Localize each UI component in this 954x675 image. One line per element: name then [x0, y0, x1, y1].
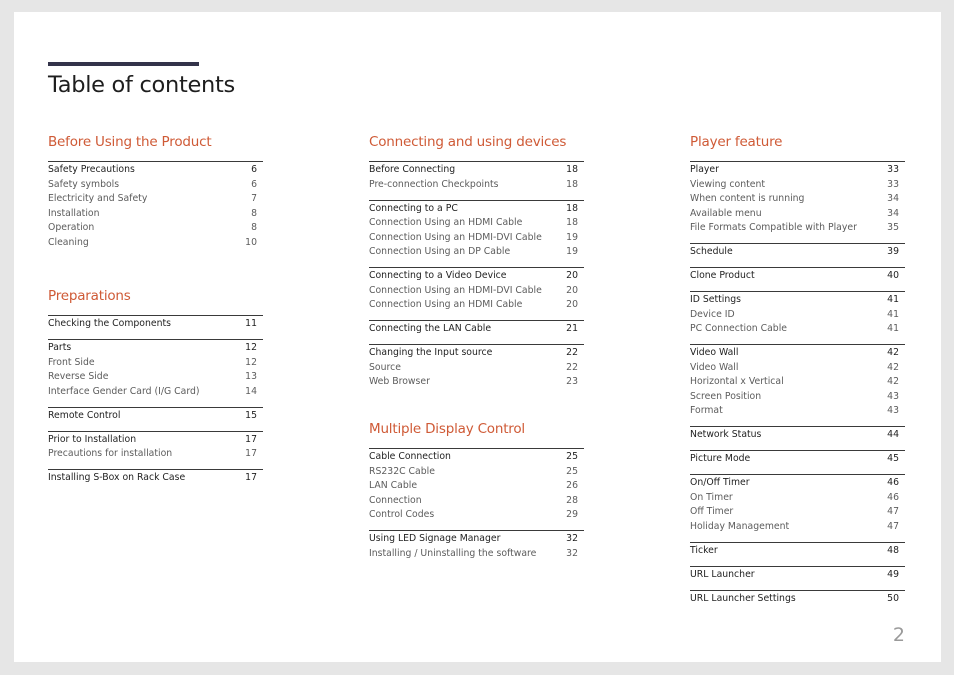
toc-group: [48, 339, 263, 399]
toc-entry-page: 48: [887, 544, 899, 556]
toc-entry-sub[interactable]: [690, 505, 905, 520]
toc-entry-main[interactable]: [690, 269, 905, 284]
toc-entry-page: 7: [251, 193, 257, 204]
toc-entry-sub[interactable]: [369, 178, 584, 193]
toc-entry-sub[interactable]: [48, 447, 263, 462]
toc-entry-main[interactable]: [369, 269, 584, 284]
toc-entry-page: 17: [245, 472, 257, 483]
toc-entry-page: 19: [566, 246, 578, 257]
toc-entry-label: Prior to Installation: [48, 433, 137, 445]
toc-entry-page: 25: [566, 451, 578, 462]
toc-entry-main[interactable]: [690, 346, 905, 361]
toc-entry-page: 14: [245, 385, 257, 397]
toc-entry-label: Connecting to a Video Device: [369, 270, 507, 281]
toc-group: [690, 291, 905, 337]
toc-entry-main[interactable]: [690, 568, 905, 583]
toc-entry-page: 23: [566, 376, 578, 387]
toc-entry-label: ID Settings: [690, 294, 741, 305]
toc-entry-page: 8: [251, 207, 257, 219]
toc-entry-label: Picture Mode: [690, 453, 751, 464]
toc-entry-label: Installation: [48, 207, 100, 219]
toc-entry-sub[interactable]: [369, 479, 584, 494]
toc-entry-label: Reverse Side: [48, 371, 109, 382]
toc-entry-main[interactable]: [690, 592, 905, 607]
toc-group: [48, 161, 263, 250]
toc-entry-label: Format: [690, 405, 723, 416]
toc-entry-label: Front Side: [48, 356, 95, 368]
toc-entry-page: 41: [887, 294, 899, 305]
toc-entry-sub[interactable]: [690, 361, 905, 376]
toc-entry-sub[interactable]: [48, 221, 263, 236]
toc-entry-page: 40: [887, 270, 899, 281]
toc-entry-sub[interactable]: [369, 216, 584, 231]
toc-entry-sub[interactable]: [690, 322, 905, 337]
toc-entry-main[interactable]: [48, 471, 263, 486]
toc-group: [369, 161, 584, 192]
toc-entry-page: 33: [887, 178, 899, 190]
toc-group: [369, 344, 584, 390]
toc-entry-page: 10: [245, 236, 257, 248]
toc-entry-sub[interactable]: [48, 207, 263, 222]
toc-entry-sub[interactable]: [369, 508, 584, 523]
toc-entry-label: Screen Position: [690, 390, 762, 402]
toc-entry-page: 18: [566, 202, 578, 214]
toc-entry-main[interactable]: [690, 293, 905, 308]
toc-entry-main[interactable]: [369, 450, 584, 465]
toc-entry-page: 26: [566, 480, 578, 491]
toc-entry-page: 20: [566, 270, 578, 281]
toc-entry-page: 35: [887, 222, 899, 233]
toc-entry-sub[interactable]: [690, 308, 905, 323]
toc-entry-main[interactable]: [48, 409, 263, 424]
toc-entry-page: 39: [887, 246, 899, 257]
toc-entry-label: Connection Using an HDMI Cable: [369, 217, 523, 228]
toc-entry-label: Changing the Input source: [369, 347, 493, 358]
toc-entry-label: Connection Using an DP Cable: [369, 246, 511, 257]
toc-entry-page: 17: [245, 448, 257, 459]
toc-entry-label: Using LED Signage Manager: [369, 533, 501, 544]
toc-entry-sub[interactable]: [369, 284, 584, 299]
page-number: 2: [892, 624, 905, 646]
toc-entry-page: 19: [566, 231, 578, 243]
toc-entry-page: 13: [245, 371, 257, 382]
toc-entry-page: 32: [566, 547, 578, 559]
toc-entry-page: 18: [566, 164, 578, 175]
toc-entry-page: 18: [566, 217, 578, 228]
toc-entry-page: 46: [887, 491, 899, 503]
section-title: Connecting and using devices: [369, 134, 567, 150]
toc-entry-label: URL Launcher: [690, 568, 755, 580]
toc-entry-sub[interactable]: [690, 221, 905, 236]
toc-entry-main[interactable]: [369, 202, 584, 217]
toc-entry-label: Operation: [48, 222, 95, 233]
toc-entry-label: Connection Using an HDMI-DVI Cable: [369, 284, 542, 296]
toc-entry-label: LAN Cable: [369, 480, 418, 491]
toc-group: [690, 426, 905, 443]
toc-entry-label: Installing / Uninstalling the software: [369, 547, 537, 559]
toc-entry-label: When content is running: [690, 193, 805, 204]
toc-entry-sub[interactable]: [690, 491, 905, 506]
toc-entry-label: RS232C Cable: [369, 465, 435, 477]
toc-entry-page: 47: [887, 520, 899, 532]
toc-entry-page: 42: [887, 347, 899, 358]
toc-group: [369, 530, 584, 561]
toc-entry-sub[interactable]: [369, 494, 584, 509]
toc-group: [690, 590, 905, 607]
toc-group: [690, 243, 905, 260]
section-title: Before Using the Product: [48, 134, 212, 150]
toc-entry-label: Before Connecting: [369, 164, 456, 175]
toc-entry-main[interactable]: [690, 544, 905, 559]
toc-entry-sub[interactable]: [690, 390, 905, 405]
toc-entry-sub[interactable]: [48, 192, 263, 207]
toc-entry-label: Cable Connection: [369, 451, 451, 462]
toc-entry-main[interactable]: [690, 428, 905, 443]
toc-entry-sub[interactable]: [690, 178, 905, 193]
toc-entry-label: Holiday Management: [690, 520, 790, 532]
toc-entry-main[interactable]: [690, 163, 905, 178]
toc-group: [369, 320, 584, 337]
toc-entry-page: 34: [887, 207, 899, 219]
toc-entry-main[interactable]: [48, 341, 263, 356]
toc-entry-page: 33: [887, 164, 899, 175]
toc-entry-page: 50: [887, 592, 899, 604]
toc-group: [690, 267, 905, 284]
toc-group: [48, 431, 263, 462]
toc-entry-page: 18: [566, 178, 578, 190]
toc-entry-label: Source: [369, 361, 401, 373]
toc-entry-page: 49: [887, 568, 899, 580]
toc-entry-label: Checking the Components: [48, 318, 171, 329]
toc-entry-label: Remote Control: [48, 409, 121, 421]
toc-group: [48, 469, 263, 486]
toc-entry-page: 29: [566, 509, 578, 520]
toc-entry-label: On/Off Timer: [690, 477, 750, 488]
toc-entry-sub[interactable]: [690, 207, 905, 222]
toc-entry-page: 32: [566, 533, 578, 544]
toc-entry-sub[interactable]: [48, 385, 263, 400]
toc-entry-label: Device ID: [690, 308, 735, 320]
toc-entry-page: 43: [887, 390, 899, 402]
toc-entry-label: Ticker: [690, 544, 718, 556]
toc-entry-label: Connecting to a PC: [369, 202, 458, 214]
toc-entry-page: 8: [251, 222, 257, 233]
toc-entry-label: Schedule: [690, 246, 733, 257]
toc-entry-sub[interactable]: [690, 520, 905, 535]
toc-group: [369, 448, 584, 523]
toc-entry-label: Connection Using an HDMI-DVI Cable: [369, 231, 542, 243]
toc-entry-sub[interactable]: [369, 465, 584, 480]
toc-entry-page: 6: [251, 178, 257, 190]
toc-entry-label: Available menu: [690, 207, 762, 219]
toc-entry-label: File Formats Compatible with Player: [690, 222, 857, 233]
toc-group: [690, 161, 905, 236]
toc-entry-main[interactable]: [369, 322, 584, 337]
toc-entry-page: 12: [245, 342, 257, 353]
toc-entry-sub[interactable]: [369, 245, 584, 260]
toc-entry-page: 25: [566, 465, 578, 477]
section-title: Preparations: [48, 288, 131, 304]
toc-entry-page: 12: [245, 356, 257, 368]
toc-group: [690, 344, 905, 419]
toc-entry-label: On Timer: [690, 491, 733, 503]
toc-entry-label: Safety Precautions: [48, 164, 135, 175]
toc-entry-label: Player: [690, 164, 719, 175]
toc-entry-page: 20: [566, 299, 578, 310]
toc-group: [690, 474, 905, 534]
toc-entry-page: 45: [887, 453, 899, 464]
toc-entry-page: 43: [887, 405, 899, 416]
toc-entry-label: Installing S-Box on Rack Case: [48, 472, 186, 483]
toc-entry-label: Interface Gender Card (I/G Card): [48, 385, 200, 397]
toc-entry-label: Off Timer: [690, 506, 734, 517]
toc-group: [690, 566, 905, 583]
title-accent-bar: [48, 62, 199, 66]
toc-entry-label: Network Status: [690, 429, 762, 440]
toc-entry-sub[interactable]: [369, 231, 584, 246]
toc-group: [48, 315, 263, 332]
toc-entry-label: Connection Using an HDMI Cable: [369, 299, 523, 310]
toc-entry-page: 11: [245, 318, 257, 329]
toc-entry-sub[interactable]: [369, 361, 584, 376]
toc-group: [48, 407, 263, 424]
toc-entry-label: Horizontal x Vertical: [690, 376, 784, 387]
toc-entry-page: 22: [566, 347, 578, 358]
toc-entry-main[interactable]: [48, 163, 263, 178]
toc-entry-sub[interactable]: [369, 375, 584, 390]
toc-entry-label: Pre-connection Checkpoints: [369, 178, 499, 190]
toc-entry-main[interactable]: [48, 317, 263, 332]
toc-entry-page: 44: [887, 429, 899, 440]
toc-entry-page: 17: [245, 433, 257, 445]
toc-entry-label: Cleaning: [48, 236, 89, 248]
toc-entry-sub[interactable]: [48, 370, 263, 385]
toc-entry-label: Video Wall: [690, 347, 739, 358]
toc-entry-page: 41: [887, 323, 899, 334]
toc-entry-page: 6: [251, 164, 257, 175]
document-page: [14, 12, 941, 662]
toc-entry-label: Web Browser: [369, 376, 430, 387]
toc-entry-main[interactable]: [690, 245, 905, 260]
toc-group: [690, 450, 905, 467]
toc-entry-page: 22: [566, 361, 578, 373]
toc-entry-main[interactable]: [690, 452, 905, 467]
toc-entry-label: Connecting the LAN Cable: [369, 323, 492, 334]
toc-entry-label: PC Connection Cable: [690, 323, 788, 334]
toc-entry-page: 20: [566, 284, 578, 296]
toc-group: [369, 267, 584, 313]
toc-entry-page: 28: [566, 494, 578, 506]
toc-entry-main[interactable]: [369, 163, 584, 178]
toc-entry-label: Clone Product: [690, 270, 755, 281]
toc-group: [369, 200, 584, 260]
toc-entry-sub[interactable]: [690, 192, 905, 207]
toc-entry-label: Precautions for installation: [48, 448, 173, 459]
toc-entry-label: Control Codes: [369, 509, 435, 520]
toc-entry-sub[interactable]: [690, 404, 905, 419]
toc-entry-page: 42: [887, 376, 899, 387]
page-title: Table of contents: [48, 72, 235, 98]
toc-entry-main[interactable]: [690, 476, 905, 491]
toc-group: [690, 542, 905, 559]
toc-entry-sub[interactable]: [48, 178, 263, 193]
toc-entry-main[interactable]: [369, 346, 584, 361]
toc-entry-label: Viewing content: [690, 178, 765, 190]
toc-entry-page: 21: [566, 323, 578, 334]
toc-entry-label: Parts: [48, 342, 72, 353]
toc-entry-page: 15: [245, 409, 257, 421]
toc-entry-label: Safety symbols: [48, 178, 120, 190]
toc-entry-label: URL Launcher Settings: [690, 592, 796, 604]
toc-entry-label: Electricity and Safety: [48, 193, 148, 204]
toc-entry-sub[interactable]: [369, 298, 584, 313]
toc-entry-page: 47: [887, 506, 899, 517]
toc-entry-page: 34: [887, 193, 899, 204]
section-title: Multiple Display Control: [369, 421, 525, 437]
toc-entry-main[interactable]: [369, 532, 584, 547]
toc-entry-page: 42: [887, 361, 899, 373]
toc-entry-sub[interactable]: [369, 547, 584, 562]
section-title: Player feature: [690, 134, 783, 150]
toc-entry-label: Connection: [369, 494, 422, 506]
toc-entry-main[interactable]: [48, 433, 263, 448]
toc-entry-label: Video Wall: [690, 361, 739, 373]
toc-entry-sub[interactable]: [48, 356, 263, 371]
toc-entry-page: 46: [887, 477, 899, 488]
toc-entry-page: 41: [887, 308, 899, 320]
toc-entry-sub[interactable]: [48, 236, 263, 251]
toc-entry-sub[interactable]: [690, 375, 905, 390]
